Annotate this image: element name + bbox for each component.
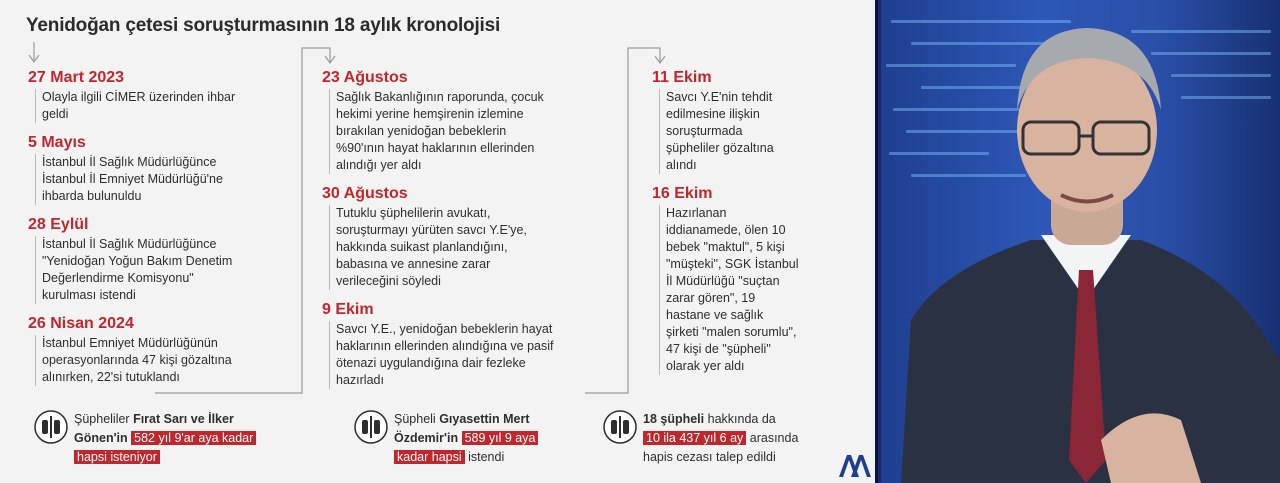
timeline-entry (28, 133, 298, 205)
timeline-entry (322, 184, 612, 290)
summary-2 (354, 410, 594, 467)
summary-1 (34, 410, 304, 467)
entry-date: 30 Ağustos (322, 185, 408, 202)
entry-text: Hazırlanan iddianamede, ölen 10 bebek "maktul", 5 kişi "müşteki", SGK İstanbul İl Müdürlüğü "suçtan zarar gören", 19 hastane ve sağlık şirketi "malen sorumlu", 47 kişi de "şüpheli" olarak yer aldı (659, 205, 852, 375)
timeline-entry (322, 68, 612, 174)
entry-text: İstanbul Emniyet Müdürlüğünün operasyonlarında 47 kişi gözaltına alınırken, 22'si tutuklandı (35, 335, 298, 386)
timeline-entry (652, 184, 852, 375)
scales-icon (34, 410, 68, 444)
entry-text: Olayla ilgili CİMER üzerinden ihbar geldi (35, 89, 298, 123)
entry-text: Sağlık Bakanlığının raporunda, çocuk hekimi yerine hemşirenin izlemine bırakılan yenidoğan bebeklerin %90'ının hayat haklarının ellerinden alındığı yer aldı (329, 89, 612, 174)
entry-text: Savcı Y.E., yenidoğan bebeklerin hayat haklarının ellerinden alındığına ve pasif ötenazi uygulandığına dair fezleke hazırladı (329, 321, 612, 389)
timeline-entry (322, 300, 612, 389)
svg-text:AA: AA (855, 476, 857, 477)
person-silhouette (881, 0, 1280, 483)
entry-text: Savcı Y.E'nin tehdit edilmesine ilişkin soruşturmada şüpheliler gözaltına alındı (659, 89, 852, 174)
entry-date: 9 Ekim (322, 301, 374, 318)
timeline-entry (28, 314, 298, 386)
entry-date: 23 Ağustos (322, 69, 408, 86)
page-title: Yenidoğan çetesi soruşturmasının 18 aylık kronolojisi (26, 15, 501, 36)
summary-text: Şüpheliler Fırat Sarı ve İlker Gönen'in 582 yıl 9'ar aya kadar hapsi isteniyor (74, 410, 256, 467)
entry-text: Tutuklu şüphelilerin avukatı, soruşturmayı yürüten savcı Y.E'ye, hakkında suikast planlandığını, babasına ve annesine zarar verileceğini söyledi (329, 205, 612, 290)
entry-date: 5 Mayıs (28, 134, 86, 151)
aa-logo (838, 452, 872, 478)
entry-text: İstanbul İl Sağlık Müdürlüğünce İstanbul İl Emniyet Müdürlüğü'ne ihbarda bulunuldu (35, 154, 298, 205)
video-feed (881, 0, 1280, 483)
entry-date: 11 Ekim (652, 69, 712, 86)
entry-date: 28 Eylül (28, 216, 89, 233)
timeline-column-2 (322, 68, 612, 399)
scales-icon (603, 410, 637, 444)
entry-date: 26 Nisan 2024 (28, 315, 134, 332)
timeline-entry (652, 68, 852, 174)
summary-3 (603, 410, 833, 467)
entry-text: İstanbul İl Sağlık Müdürlüğünce "Yenidoğan Yoğun Bakım Denetim Değerlendirme Komisyonu" kurulması istendi (35, 236, 298, 304)
timeline-column-1 (28, 68, 298, 396)
scales-icon (354, 410, 388, 444)
entry-date: 27 Mart 2023 (28, 69, 125, 86)
timeline-column-3 (652, 68, 852, 385)
timeline-entry (28, 215, 298, 304)
summary-text: Şüpheli Gıyasettin Mert Özdemir'in 589 yıl 9 aya kadar hapsi istendi (394, 410, 538, 467)
entry-date: 16 Ekim (652, 185, 713, 202)
timeline-entry (28, 68, 298, 123)
summary-text: 18 şüpheli hakkında da 10 ila 437 yıl 6 ay arasında hapis cezası talep edildi (643, 412, 799, 464)
